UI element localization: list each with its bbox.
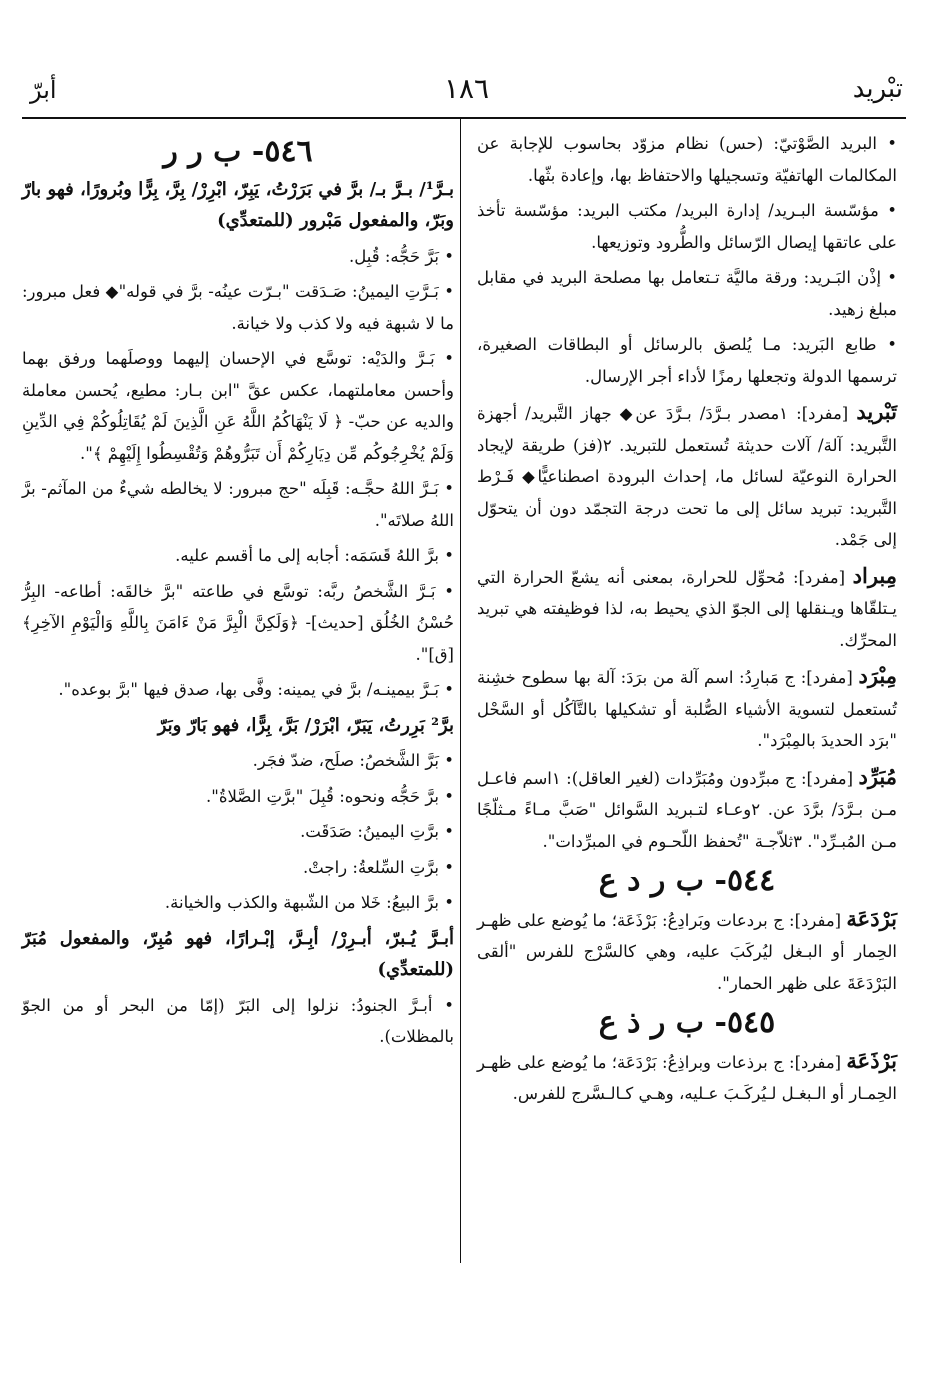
sense-line: • بَـرَّ اللهُ حجَّـه: قَبِلَه "حج مبرور: لا يخالطه شيءٌ من المآثم- برَّ اللهُ صلاتَه".: [22, 479, 454, 530]
header-rule: [22, 117, 906, 119]
definition: [مفرد]: مُحوِّل للحرارة، بمعنى أنه يشعّ الحرارة التي يـتلقّاها ويـنقلها إلى الجوّ الذي يحيط به، لذا فوظيفته هي تبريد المحرِّك.: [477, 567, 897, 650]
sense-line: • البريد الصَّوْتيّ: (حس) نظام مزوّد بحاسوب للإجابة عن المكالمات الهاتفيّة وتسجيلها والاحتفاظ بها، وإعادة بثّها.: [477, 134, 897, 185]
definition: [مفرد]: ج برذعات وبراذِعُ: بَرْدَعَة؛ ما يُوضع على ظهـر الحِمـار أو الـبغـل لـيُركَـبَ عـليه، وهـي كـالـسَّرج للفرس.: [477, 1052, 897, 1103]
sense-line: • أبـرَّ الجنودُ: نزلوا إلى البَرّ (إمّا من البحر أو من الجوّ بالمظلات).: [22, 995, 454, 1046]
definition: [مفرد]: ج بردعات وبَرادِعُ: بَرْذَعَة؛ ما يُوضع على ظهـر الحِمار أو البـغل ليُركَبَ عليه، وهي كالسَّرْج للفرس "ألقى البَرْدَعَةَ على ظهر الحمار".: [477, 910, 897, 993]
sense-line: • بَـرَّ الشَّخصُ ربَّه: توسَّع في طاعته "برَّ خالقَه: أطاعه- البِرُّ حُسْنُ الخُلُق [حديث]- ﴿وَلَكِنَّ الْبِرَّ مَنْ ءَامَنَ بِاللَّهِ وَالْيَوْمِ الآخِرِ﴾ [ق]".: [22, 581, 454, 664]
headword: أبـرَّ يُـبرّ، أبـرِرْ/ أبِـرَّ، إبْـرارًا، فهو مُبِرّ، والمفعول مُبَرّ (للمتعدِّي): [22, 927, 454, 980]
sense-line: • مؤسّسة البـريد/ إدارة البريد/ مكتب البريد: مؤسّسة تأخذ على عاتقها إيصال الرّسائل والطُّرود وتوزيعها.: [477, 201, 897, 252]
headword: برَّ² بَرِرتُ، يَبَرّ، ابْرَرْ/ بَرَّ، بِرًّا، فهو بَارّ وبَرّ: [157, 714, 454, 736]
sense-line: • بَـرَّ والدَيْه: توسَّع في الإحسان إليهما ووصلَهما ورفق بهما وأحسن معاملتهما، عكس عقَّ "ابن بـار: مطيع، يُحسن معاملة والديه عن حبّ- ﴿ لَا يَنْهَاكُمُ اللَّهُ عَنِ الَّذِينَ لَمْ يُقَاتِلُوكُمْ فِي الدِّينِ وَلَمْ يُخْرِجُوكُم مِّن دِيَارِكُمْ أَن تَبَرُّوهُمْ وَتُقْسِطُوا إِلَيْهِمْ ﴾".: [22, 349, 454, 463]
definition: [مفرد]: ج مبرِّدون ومُبَرِّدات (لغير العاقل): ١اسم فاعـل مـن بـرَّدَ/ برَّدَ عن. ٢وعـاء لتـبريد السَّوائل "صَبَّ مـاءً مـثلّجًا مـن المُبـرِّد". ٣ثلاّجـة "تُحفظ اللّحـوم في المبرِّدات".: [477, 768, 897, 851]
headword: مُبَرِّد: [858, 763, 898, 789]
root-heading: ٥٤٥- ب ر ذ ع: [598, 1005, 776, 1040]
entry-bardhaa: [477, 1045, 897, 1110]
entry-mubarrid: [477, 761, 897, 858]
headword: بَرْدَعَة: [846, 905, 897, 931]
header-guide-word-right: تبْريد: [852, 74, 903, 104]
verb-head: [22, 174, 454, 237]
headword: تَبْريد: [856, 399, 897, 424]
header-guide-word-left: أبرّ: [30, 76, 57, 104]
sense-line: • بَـرَّ بيمينـه/ برَّ في يمينه: وفَّى بها، صدق فيها "برَّ بوعده".: [58, 680, 454, 699]
sense-line: • برَّ البيعُ: خَلا من الشّبهة والكذب والخيانة.: [164, 893, 454, 912]
definition: [مفرد]: ج مَبارِدُ: اسم آلة من برَدَ: آلة بها سطوح خشِنة تُستعمل لتسوية الأشياء الصُّلبة أو تشكيلها بالتَّآكُل أو السَّحْل "برَد الحديدَ بالمِبْرَد".: [477, 668, 897, 750]
sense-line: • بَرَّ حَجُّه: قُبِل.: [348, 246, 454, 266]
entry-mibrad-tool: [477, 660, 897, 757]
sense-line: • برَّ اللهُ قَسَمَه: أجابه إلى ما أقسم عليه.: [175, 546, 454, 565]
left-column: [22, 136, 454, 1057]
page-number: ١٨٦: [443, 72, 490, 105]
entry-mibrad: [477, 560, 897, 657]
definition: [مفرد]: ١مصدر بـرَّدَ/ بـرَّدَ عن◆ جهاز التَّبريد/ أجهزة التَّبريد: آلة/ آلات حديثة تُستعمل للتبريد. ٢(فز) طريقة لإيجاد الحرارة النوعيّة لسائل ما، إحداث البرودة اصطناعيًّا◆ فَـرْط التَّبريد: تبريد سائل إلى ما تحت درجة التجمّد دون أن يتحوّل إلى جَمْد.: [477, 404, 897, 549]
sense-line: • بَـرَّتِ اليمينُ: صَـدَقت "بـرّت عينُه- برَّ في قوله"◆ فعل مبرور: ما لا شبهة فيه ولا كذب ولا خيانة.: [22, 282, 454, 333]
sense-line: • بَرَّ الشَّخصُ: صلَح، ضدّ فجَر.: [252, 751, 454, 770]
entry-bardaa: [477, 903, 897, 1000]
column-divider: [460, 118, 461, 1263]
sense-line: • برَّ حَجُّه ونحوه: قُبِلَ "برَّتِ الصَّلاةُ".: [206, 786, 454, 806]
verb-head: [22, 923, 454, 986]
sense-line: • برَّتِ السِّلعةُ: راجتْ.: [302, 857, 454, 877]
entry-tabrid: [477, 396, 897, 556]
sense-line: • إذْن البَـريد: ورقة ماليَّة تـتعامل بها مصلحة البريد في مقابل مبلغ زهيد.: [477, 268, 897, 319]
root-heading: ٥٤٤- ب ر د ع: [598, 863, 776, 898]
right-column: [477, 128, 897, 1114]
verb-head: [22, 710, 454, 742]
sense-line: • طابع البَريد: مـا يُلصق بالرسائل أو البطاقات الصغيرة، ترسمها الدولة وتجعلها رمزًا لأداء أجر الإرسال.: [477, 335, 897, 386]
sense-line: • برَّتِ اليمينُ: صَدَقَت.: [300, 822, 454, 841]
page-header: [30, 62, 903, 112]
headword: مِبْرَد: [858, 663, 897, 688]
headword: بَرْذَعَة: [846, 1047, 897, 1073]
headword: بـرَّ¹/ بـرَّ بـ/ برَّ في بَرَرْتُ، يَبِرّ، ابْرِرْ/ بِرَّ، بِرًّا وبُرورًا، فهو بارّ وبَرّ، والمفعول مَبْرور (للمتعدِّي): [22, 178, 454, 231]
root-heading: ٥٤٦- ب ر ر: [163, 134, 313, 169]
headword: مِبراد: [852, 562, 897, 588]
